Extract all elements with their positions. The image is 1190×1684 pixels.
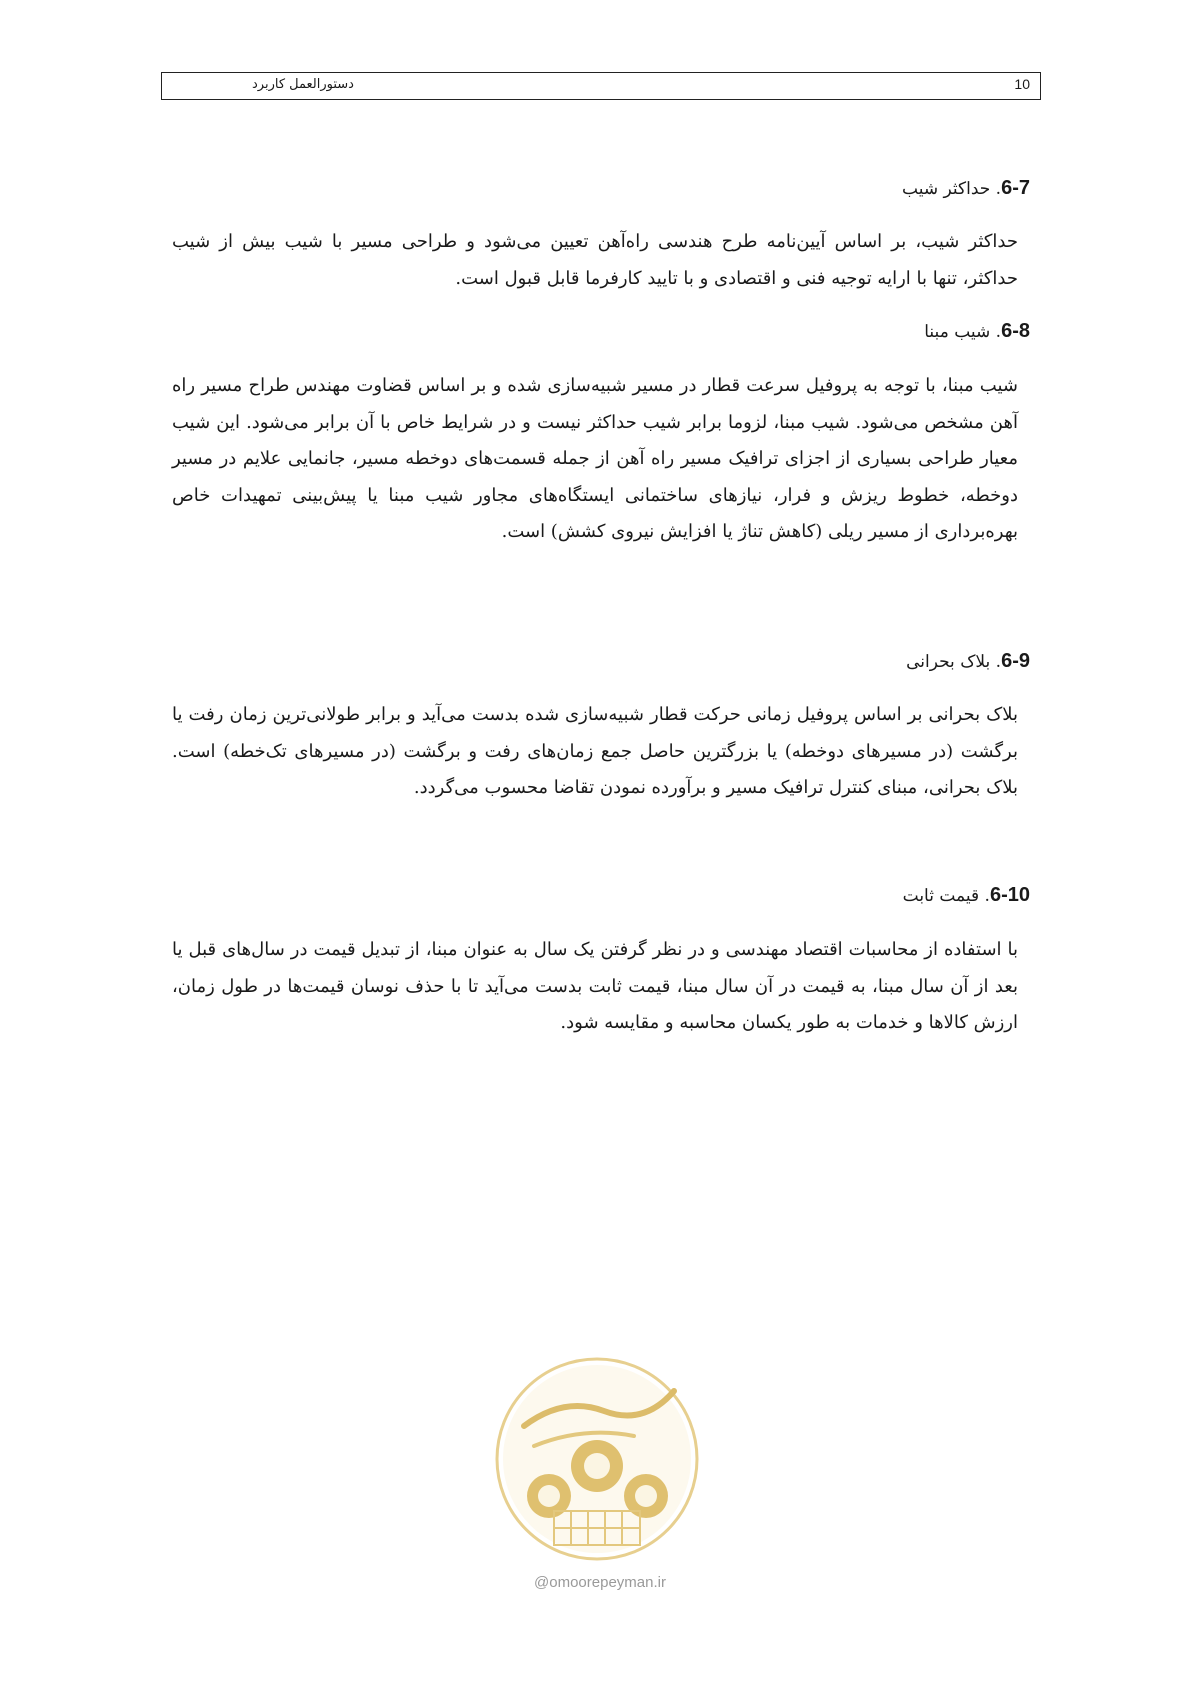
section-number: 6-7 [1001,177,1030,199]
page-header [161,72,1041,100]
section-number: 6-8 [1001,320,1030,342]
section-paragraph-6-10: با استفاده از محاسبات اقتصاد مهندسی و در نظر گرفتن یک سال به عنوان مبنا، از تبدیل قیمت در سال‌های قبل یا بعد از آن سال مبنا، به قیمت در آن سال مبنا، قیمت ثابت بدست می‌آید تا با حذف نوسان قیمت‌ها در طول زمان، ارزش کالاها و خدمات به طور یکسان محاسبه و مقایسه شود. [172,939,1018,1033]
watermark-url: @omoorepeyman.ir [534,1574,666,1591]
section-title: قیمت ثابت [902,886,980,906]
section-heading-6-9: 6-9. بلاک بحرانی [906,650,1030,672]
section-heading-6-8: 6-8. شیب مبنا [924,320,1030,342]
section-paragraph-6-7: حداکثر شیب، بر اساس آیین‌نامه طرح هندسی راه‌آهن تعیین می‌شود و طراحی مسیر با شیب بیش از شیب حداکثر، تنها با ارایه توجیه فنی و اقتصادی و با تایید کارفرما قابل قبول است. [172,231,1018,289]
section-paragraph-6-8: شیب مبنا، با توجه به پروفیل سرعت قطار در مسیر شبیه‌سازی شده و بر اساس قضاوت مهندس طراح مسیر راه آهن مشخص می‌شود. شیب مبنا، لزوما برابر شیب حداکثر نیست و در شرایط خاص با آن برابر می‌شود. این شیب معیار طراحی بسیاری از اجزای ترافیک مسیر راه آهن از جمله قسمت‌های دوخطه مسیر، جانمایی علایم در مسیر دوخطه، خطوط ریزش و فرار، نیازهای ساختمانی ایستگاه‌های مجاور شیب مبنا یا پیش‌بینی تمهیدات خاص بهره‌برداری از مسیر ریلی (کاهش تناژ یا افزایش نیروی کشش) است. [172,375,1018,542]
section-title: بلاک بحرانی [906,652,991,672]
section-title: حداکثر شیب [902,179,991,199]
section-title: شیب مبنا [924,322,991,342]
section-number: 6-10 [989,884,1030,906]
section-number: 6-9 [1001,650,1030,672]
section-heading-6-7: 6-7. حداکثر شیب [902,177,1030,199]
section-heading-6-10: 6-10. قیمت ثابت [902,884,1030,906]
header-title: دستورالعمل کاربرد [252,77,354,92]
watermark-logo [494,1356,700,1562]
section-paragraph-6-9: بلاک بحرانی بر اساس پروفیل زمانی حرکت قطار شبیه‌سازی شده بدست می‌آید و برابر طولانی‌ترین زمان رفت یا برگشت (در مسیرهای دوخطه) یا بزرگترین حاصل جمع زمان‌های رفت و برگشت (در مسیرهای تک‌خطه) است. بلاک بحرانی، مبنای کنترل ترافیک مسیر و برآورده نمودن تقاضا محسوب می‌گردد. [172,704,1018,798]
page-number: 10 [1014,76,1030,92]
